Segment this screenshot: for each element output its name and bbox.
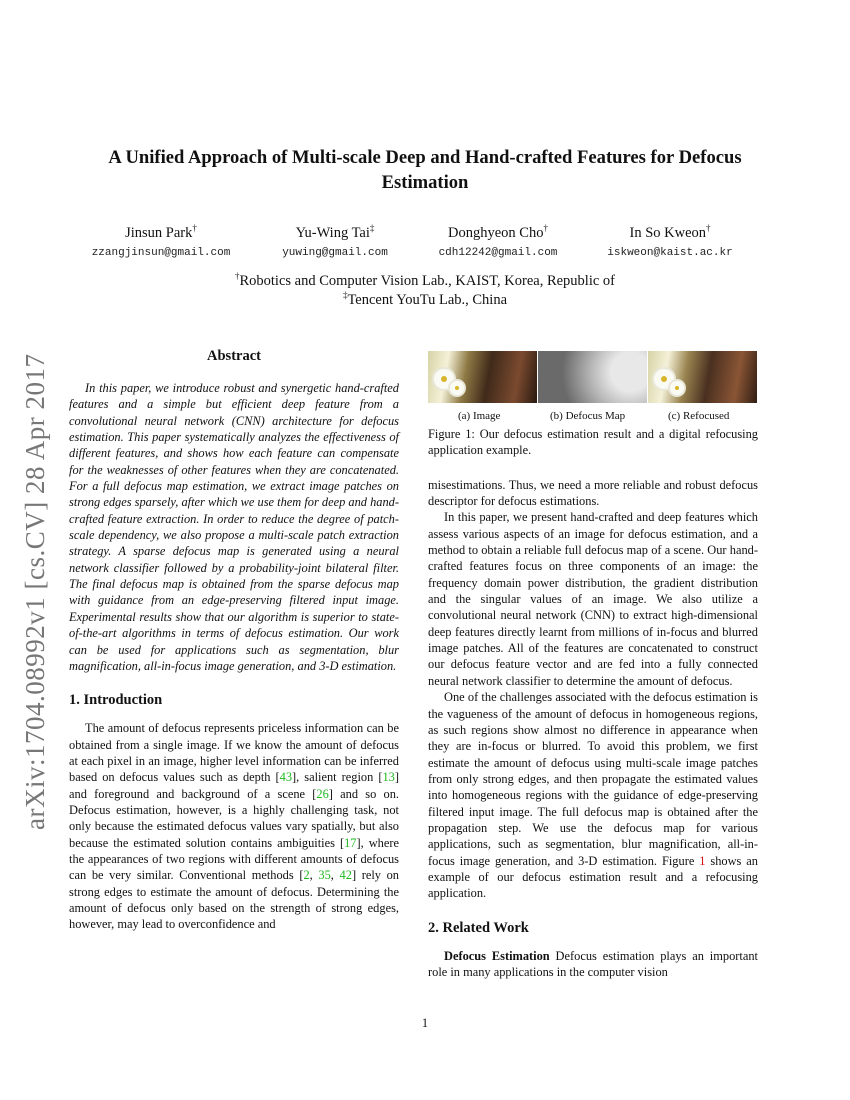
author-block [0,224,850,268]
author-2 [240,224,430,260]
paragraph: misestimations. Thus, we need a more reliable and robust defocus descriptor for defocus estimations. [428,477,758,509]
affiliation-text: Tencent YouTu Lab., China [347,292,508,308]
author-email: cdh12242@gmail.com [438,247,558,259]
author-name: In So Kweon [629,225,707,241]
author-name: Jinsun Park [125,225,193,241]
section-heading-introduction: 1. Introduction [69,692,163,709]
citation-link[interactable]: 35 [318,868,331,883]
text-run: One of the challenges associated with the defocus estimation is the vagueness of the amount of defocus in homogeneous regions, as such regions show almost no difference in appearance when they are in-focus or blurred. To avoid this problem, we first estimate the amount of defocus using multi-scale image patches from only strong edges, and then propagate the estimated values into homogeneous regions with the guidance of edge-preserving filtered input image. The full defocus map is obtained after the propagation step. We use the defocus map for various applications, such as segmentation, blur magnification, all-in-focus image generation, and 3-D estimation. Figure [428,690,758,868]
flower-shape [450,381,464,395]
citation-link[interactable]: 13 [382,770,395,785]
affiliation-mark: † [706,223,711,234]
author-email: iskweon@kaist.ac.kr [607,247,733,259]
affiliation-mark: † [234,271,240,282]
text-run: The amount of defocus represents priceless information can be obtained from a single image. If we know the amount of defocus at each pixel in an image, higher level information can be inferred based on defocus values such as depth [ [69,721,399,785]
affiliation-1 [0,272,850,291]
intro-paragraph [69,720,399,932]
text-run: Defocus estimation plays an important role in many applications in the computer vision [428,948,758,979]
affiliation-mark: † [543,223,548,234]
paragraph [428,948,758,981]
citation-link[interactable]: 17 [344,835,357,850]
text-run: ], salient region [ [292,770,383,785]
citation-link[interactable]: 43 [279,770,293,785]
page-number: 1 [421,1016,429,1030]
right-body [428,477,758,981]
text-run: shows an example of our defocus estimation result and a refocusing application. [428,853,758,901]
citation-link[interactable]: 26 [316,786,329,801]
author-email: zzangjinsun@gmail.com [91,247,231,259]
right-column [428,346,758,980]
subcaption-a: (a) Image [458,410,501,422]
paragraph: In this paper, we present hand-crafted and deep features which assess various aspects of an image for defocus estimation, and a method to obtain a reliable full defocus map of a scene. Our hand-crafted features focus on three components of an image: the frequency domain power distribution, the gradient distribution and the singular values of an image. We also utilize a convolutional neural network (CNN) to extract high-dimensional deep features directly learnt from millions of in-focus and blurred image patches. All of the features are concatenated to construct our defocus feature vector and are fed into a fully connected neural network classifier to determine the amount of defocus. [428,510,758,688]
affiliation-2 [0,291,850,310]
author-email: yuwing@gmail.com [282,247,388,259]
affiliation-mark: † [192,223,197,234]
author-3 [403,224,593,260]
flower-shape [670,381,684,395]
figure-caption: Figure 1: Our defocus estimation result and a digital refocusing application example. [428,427,758,458]
text-run: ] and so on. Defocus estimation, however, is a highly challenging task, not only because the estimated defocus values vary spatially, but also because the estimated solution contains ambiguities [ [69,786,399,850]
author-name: Yu-Wing Tai [295,225,370,241]
affiliations [0,272,850,310]
text-run: ], where the appearances of two regions with different amounts of defocus can be very similar. Conventional methods [ [69,835,399,883]
author-1 [66,224,256,260]
abstract-heading: Abstract [207,348,261,364]
paper-title: A Unified Approach of Multi-scale Deep and Hand-crafted Features for Defocus Estimation [108,147,742,193]
section-heading-related-work: 2. Related Work [428,919,529,936]
citation-link[interactable]: 42 [339,868,352,883]
left-column [69,346,399,933]
arxiv-identifier: arXiv:1704.08992v1 [cs.CV] 28 Apr 2017 [20,353,50,830]
figure-link[interactable]: 1 [699,853,706,868]
subcaption-b: (b) Defocus Map [550,410,626,422]
text-run: ] rely on strong edges to estimate the amount of defocus. Determining the amount of defocus only based on the strength of strong edges, however, may lead to overconfidence and [69,868,399,932]
text-run: ] and foreground and background of a scene [ [69,770,399,801]
paragraph [428,689,758,901]
figure-1-images [428,351,758,403]
affiliation-mark: ‡ [369,223,375,234]
input-image [428,351,537,403]
defocus-map-image [538,351,647,403]
refocused-image [648,351,757,403]
subcaption-c: (c) Refocused [668,410,730,422]
affiliation-text: Robotics and Computer Vision Lab., KAIST, Korea, Republic of [239,273,616,289]
text-run: , [309,868,319,883]
text-run: , [330,868,340,883]
paragraph-lead: Defocus Estimation [444,948,550,963]
author-name: Donghyeon Cho [448,225,544,241]
author-4 [575,224,765,260]
abstract-text: In this paper, we introduce robust and synergetic hand-crafted features and a simple but efficient deep feature from a convolutional neural network (CNN) architecture for defocus estimation. This paper systematically analyzes the effectiveness of different features, and shows how each feature can compensate for the weaknesses of other features when they are concatenated. For a full defocus map estimation, we extract image patches on strong edges sparsely, after which we use them for deep and hand-crafted feature extraction. In order to reduce the degree of patch-scale dependency, we also propose a multi-scale patch extraction strategy. A sparse defocus map is generated using a neural network classifier followed by a probability-joint bilateral filter. The final defocus map is obtained from the sparse defocus map with guidance from an edge-preserving filtered input image. Experimental results show that our algorithm is superior to state-of-the-art algorithms in terms of defocus estimation. Our work can be used for applications such as segmentation, blur magnification, all-in-focus image generation, and 3-D estimation. [69,381,399,673]
affiliation-mark: ‡ [342,290,348,301]
figure-subcaptions [428,406,758,422]
citation-link[interactable]: 2 [303,868,310,883]
